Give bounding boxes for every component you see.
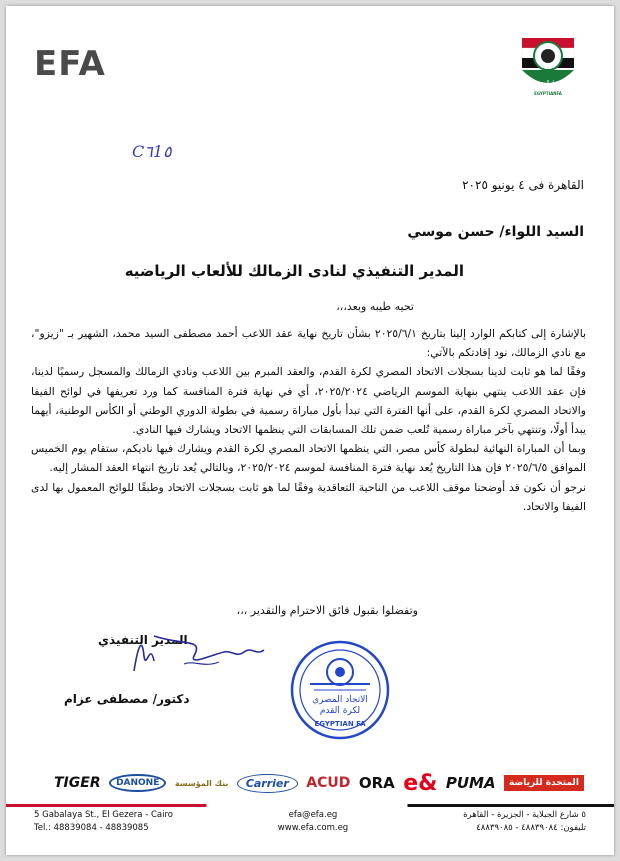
sponsor-bank-logo: بنك المؤسسة [174, 778, 229, 788]
body-paragraph-1: بالإشارة إلى كتابكم الوارد إلينا بتاريخ ٢٠٢٥/٦/١ بشأن تاريخ نهاية عقد اللاعب أحمد مصطفى السيد محمد، الشهير بـ "زيزو"، مع نادي الزمالك، نود إفادتكم بالآتي: [31, 327, 586, 360]
official-stamp-icon [288, 638, 392, 742]
footer-tel-ar-line: تليفون: ٤٨٨٣٩٠٨٤ - ٤٨٨٣٩٠٨٥ [476, 823, 586, 833]
letter-body [31, 324, 586, 516]
stamp-line1: الاتحاد المصري [312, 695, 368, 705]
body-paragraph-4: نرجو أن نكون قد أوضحنا موقف اللاعب من الناحية التعاقدية وفقًا لما هو ثابت بسجلات الاتحاد وطبقًا للوائح المعمول بها لدى الفيفا والاتحاد. [31, 480, 586, 513]
footer-address-ar [463, 809, 586, 835]
signatory-name: دكتور/ مصطفى عزام [64, 692, 190, 706]
letter-page [6, 6, 614, 855]
letter-date: القاهرة فى ٤ يونيو ٢٠٢٥ [462, 178, 584, 192]
footer-email[interactable]: efa@efa.eg [288, 810, 338, 820]
footer-address-line: 5 Gabalaya St., El Gezera - Cairo [34, 810, 173, 820]
addressee-title: المدير التنفيذي لنادى الزمالك للألعاب الرياضيه [124, 262, 464, 280]
body-paragraph-3: وبما أن المباراة النهائية لبطولة كأس مصر، التي ينظمها الاتحاد المصري لكرة القدم ويشارك فيها ناديكم، ستقام يوم الخميس الموافق ٢٠٢٥/٦/٥ فإن هذا التاريخ يُعد نهاية فترة المنافسة لموسم ٢٠٢٥/٢٠٢٤، وبالتالي يُعد تاريخ انتهاء العقد المشار إليه. [31, 442, 586, 475]
stamp-line2: لكرة القدم [319, 706, 361, 716]
sponsor-carrier-logo: Carrier [237, 774, 298, 793]
closing-line: وتفضلوا بقبول فائق الاحترام والتقدير ،،، [236, 604, 418, 617]
reference-number: C٦1٥ [132, 142, 172, 161]
sponsor-acud-logo: ACUD [306, 775, 351, 791]
footer-address-ar-line: ٥ شارع الجبلاية - الجزيرة - القاهرة [463, 810, 586, 820]
crest-en: EGYPTIANFA [534, 91, 562, 96]
crest-line2: لكرة القدم [536, 86, 560, 92]
handwritten-signature-icon [124, 616, 274, 686]
flag-stripe-divider [6, 804, 614, 807]
footer-tel-line: Tel.: 48839084 - 48839085 [34, 823, 149, 833]
sponsor-ora-logo: ORA [358, 774, 395, 792]
footer-website[interactable]: www.efa.com.eg [277, 823, 349, 833]
efa-crest-icon [516, 32, 580, 96]
sponsor-puma-logo: PUMA [445, 774, 496, 792]
stamp-en: EGYPTIAN FA [314, 720, 366, 728]
sponsor-tiger-logo: TIGER [54, 775, 101, 791]
sponsor-danone-logo: DANONE [109, 774, 166, 792]
crest-line1: الاتحاد المصري [532, 80, 564, 86]
addressee: السيد اللواء/ حسن موسي [407, 224, 584, 240]
signatory-title: المدير التنفيذي [98, 633, 188, 647]
sponsor-united-sports-logo: المتحدة للرياضة [504, 775, 584, 791]
sponsor-eand-logo: e& [403, 770, 438, 796]
footer-address-en [34, 809, 173, 835]
sponsor-strip [54, 766, 584, 800]
efa-logo: EFA [34, 44, 106, 84]
footer-contact [258, 809, 368, 835]
greeting: تحيه طيبه وبعد،،، [336, 300, 414, 313]
body-paragraph-2: وفقًا لما هو ثابت لدينا بسجلات الاتحاد المصري لكرة القدم، والعقد المبرم بين اللاعب ونادي الزمالك والمسجل رسميًا لدينا، فإن عقد اللاعب ينتهي بنهاية الموسم الرياضي ٢٠٢٥/٢٠٢٤، أي في نهاية فترة المنافسة كما ورد تعريفها في لوائح الفيفا والاتحاد المصري لكرة القدم، على أنها الفترة التي تبدأ بأول مباراة رسمية في بطولة الدوري الوطني أو الكأس الوطنية، أيهما يبدأ أولًا، وتنتهي بآخر مباراة رسمية تُلعب ضمن تلك المسابقات التي ينظمها الاتحاد ويشارك فيها النادي. [31, 365, 587, 437]
